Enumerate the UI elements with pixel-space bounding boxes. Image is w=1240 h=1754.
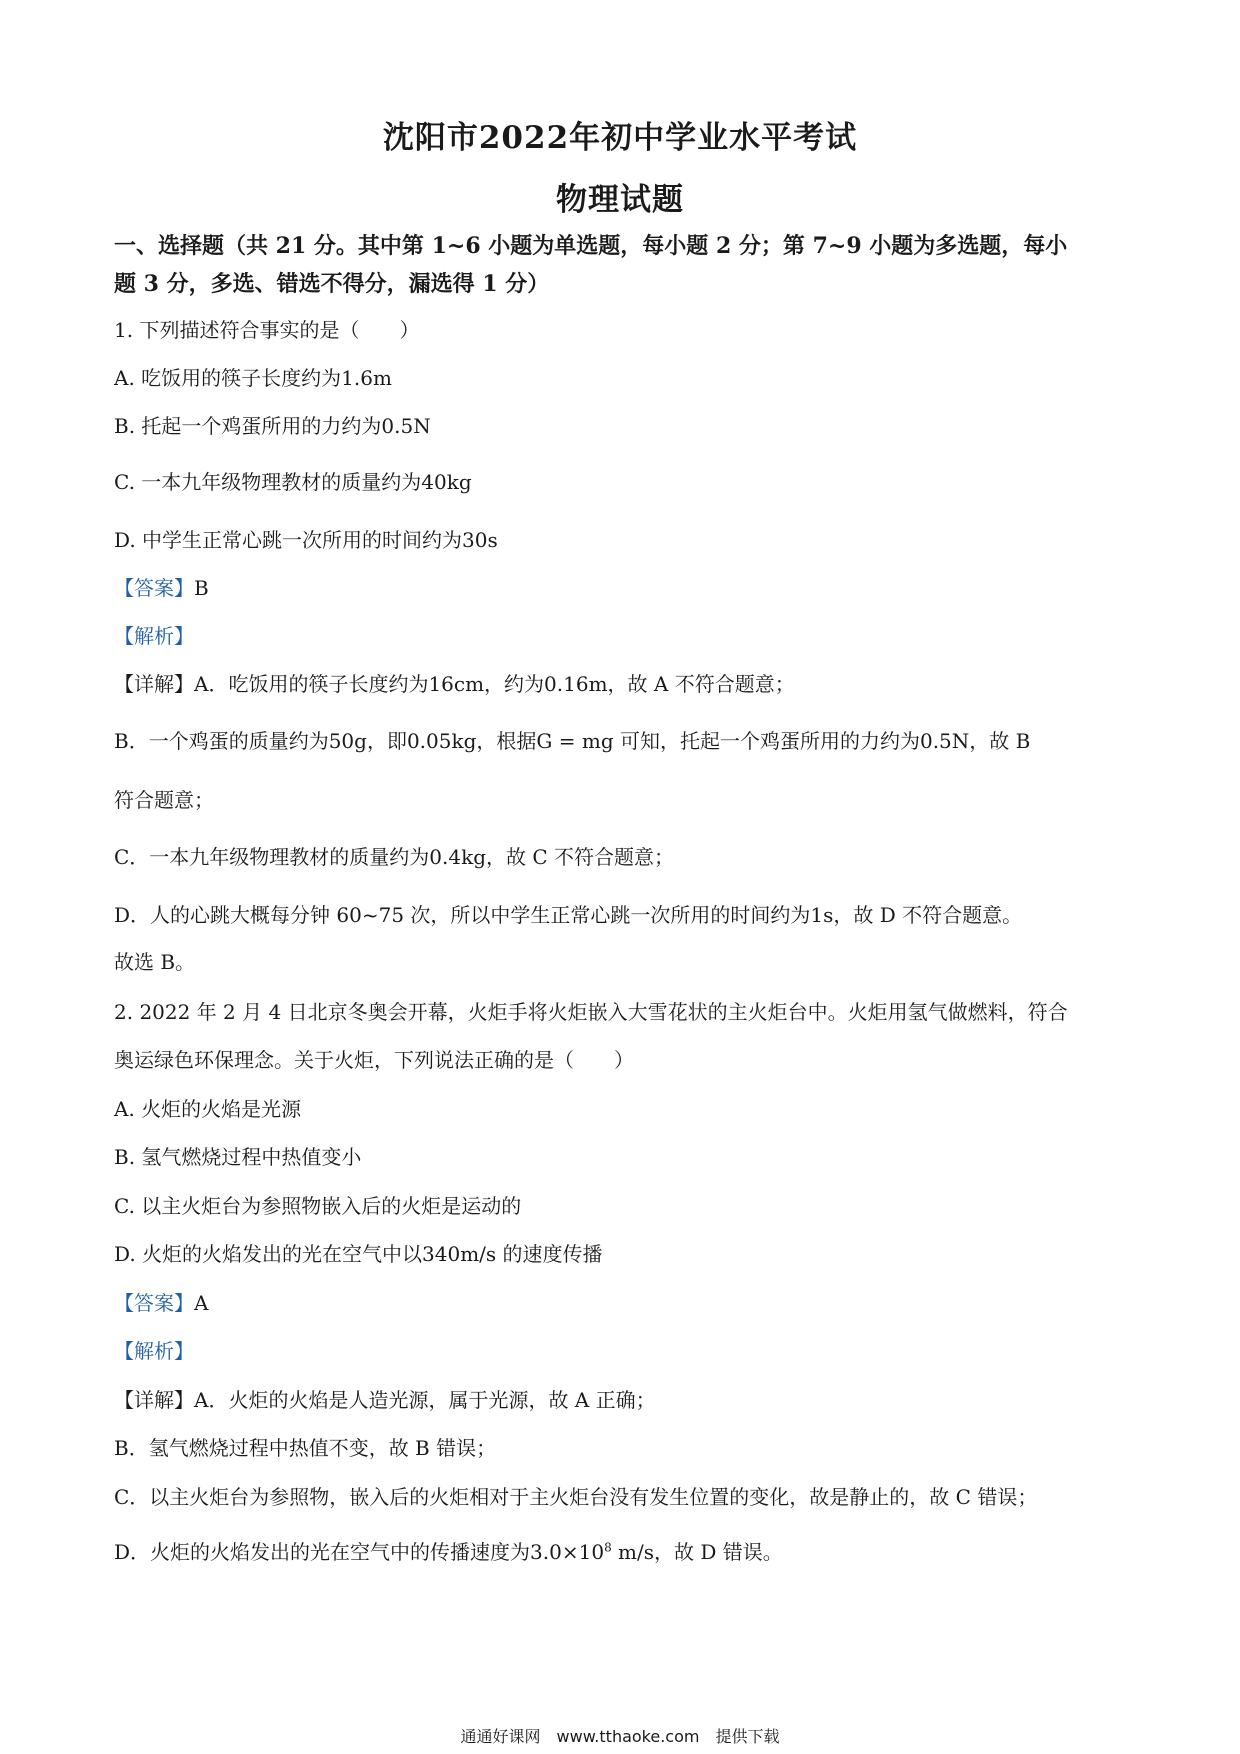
q1-answer: B: [194, 576, 209, 600]
q1-stem: 1. 下列描述符合事实的是（ ）: [114, 318, 420, 342]
q2-option-b: B. 氢气燃烧过程中热值变小: [114, 1145, 362, 1169]
page-subtitle: 物理试题: [556, 182, 684, 218]
q2-stem-1: 2. 2022 年 2 月 4 日北京冬奥会开幕，火炬手将火炬嵌入大雪花状的主火炬台中。火炬用氢气做燃料，符合: [114, 1000, 1068, 1024]
q1-detail-3: C．一本九年级物理教材的质量约为0.4kg，故 C 不符合题意；: [114, 845, 675, 869]
q1-answer-line: [114, 576, 209, 600]
q2-answer-line: [114, 1291, 208, 1315]
q2-detail-4: [114, 1540, 783, 1564]
q1-option-a: A. 吃饭用的筷子长度约为1.6m: [114, 366, 392, 390]
q2-analysis-tag: 【解析】: [114, 1339, 194, 1363]
q1-detail-4: D．人的心跳大概每分钟 60~75 次，所以中学生正常心跳一次所用的时间约为1s，故 D 不符合题意。: [114, 903, 1023, 927]
q1-analysis-tag: 【解析】: [114, 624, 194, 648]
q1-option-d: D. 中学生正常心跳一次所用的时间约为30s: [114, 528, 498, 552]
q1-detail-2b: 符合题意；: [114, 788, 214, 812]
q1-option-c: C. 一本九年级物理教材的质量约为40kg: [114, 470, 472, 494]
q2-detail-3: C．以主火炬台为参照物，嵌入后的火炬相对于主火炬台没有发生位置的变化，故是静止的，故 C 错误；: [114, 1485, 1038, 1509]
q1-detail-2a: B．一个鸡蛋的质量约为50g，即0.05kg，根据G = mg 可知，托起一个鸡蛋所用的力约为0.5N，故 B: [114, 729, 1031, 753]
q1-detail-1: 【详解】A．吃饭用的筷子长度约为16cm，约为0.16m，故 A 不符合题意；: [114, 672, 795, 696]
q2-answer-tag: 【答案】: [114, 1291, 194, 1315]
q2-detail-4-suffix: m/s，故 D 错误。: [611, 1540, 783, 1564]
q2-detail-2: B．氢气燃烧过程中热值不变，故 B 错误；: [114, 1436, 497, 1460]
page-title: 沈阳市2022年初中学业水平考试: [382, 120, 858, 156]
q2-detail-1: 【详解】A．火炬的火焰是人造光源，属于光源，故 A 正确；: [114, 1388, 656, 1412]
q1-answer-tag: 【答案】: [114, 576, 194, 600]
section-heading-line-1: 一、选择题（共 21 分。其中第 1~6 小题为单选题，每小题 2 分；第 7~9 小题为多选题，每小: [114, 233, 1068, 259]
q2-option-c: C. 以主火炬台为参照物嵌入后的火炬是运动的: [114, 1194, 522, 1218]
q1-option-b: B. 托起一个鸡蛋所用的力约为0.5N: [114, 414, 431, 438]
q1-conclusion: 故选 B。: [114, 950, 196, 974]
q2-option-d: D. 火炬的火焰发出的光在空气中以340m/s 的速度传播: [114, 1242, 603, 1266]
q2-option-a: A. 火炬的火焰是光源: [114, 1097, 302, 1121]
footer-watermark: 通通好课网 www.tthaoke.com 提供下载: [460, 1727, 780, 1746]
q2-detail-4-exponent: 8: [604, 1540, 612, 1555]
section-heading-line-2: 题 3 分，多选、错选不得分，漏选得 1 分）: [114, 271, 550, 297]
q2-detail-4-prefix: D．火炬的火焰发出的光在空气中的传播速度为3.0×10: [114, 1540, 605, 1564]
q2-stem-2: 奥运绿色环保理念。关于火炬，下列说法正确的是（ ）: [114, 1048, 634, 1072]
q2-answer: A: [194, 1291, 209, 1315]
